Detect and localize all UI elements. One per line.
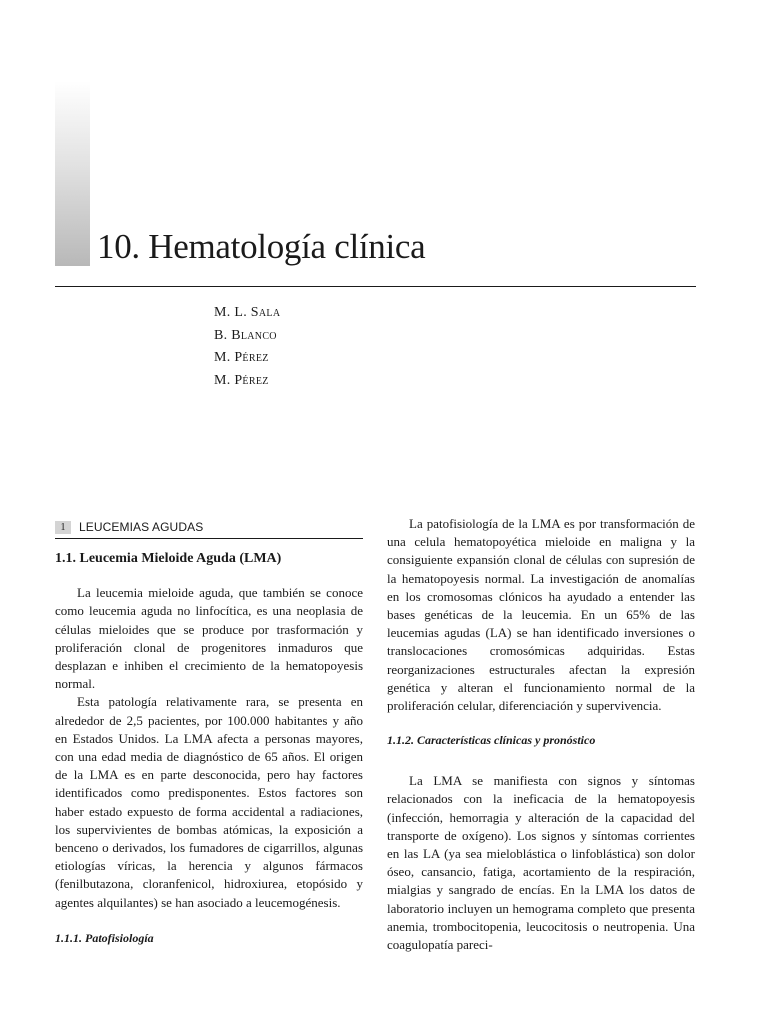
author: M. Pérez (214, 350, 269, 365)
author: M. Pérez (214, 372, 269, 388)
subsubsection-title: 1.1.2. Características clínicas y pronóstico (387, 733, 596, 748)
chapter-title: 10. Hematología clínica (97, 227, 426, 266)
section-heading (55, 518, 363, 539)
paragraph: Esta patología relativamente rara, se presenta en alrededor de 2,5 pacientes, por 100.000 habitantes y año en Estados Unidos. La LMA afecta a personas mayores, con una edad media de diagnóstico de 65 años. El origen de la LMA es en parte desconocida, pero hay factores identificados como predisponentes. Estos factores son haber estado expuesto de forma accidental a radiaciones, los supervivientes de bombas atómicas, la exposición a benceno o derivados, los fumadores de cigarrillos, algunas etiologías víricas, la herencia y algunos fármacos (fenilbutazona, cloranfenicol, hidroxiurea, etopósido y agentes alquilantes) se han asociado a leucemogénesis. (55, 694, 363, 910)
right-column (387, 515, 695, 954)
section-number: 1 (55, 521, 71, 534)
chapter-side-bar (55, 81, 90, 266)
author-list (214, 302, 280, 392)
subsection-title: 1.1. Leucemia Mieloide Aguda (LMA) (55, 551, 282, 567)
paragraph: La patofisiología de la LMA es por transformación de una celula hematopoyética mieloide en maligna y la consiguiente expansión clonal de células con supresión de la hematopoyesis normal. La investigación de anomalías en los cromosomas clónicos ha ayudado a entender las bases genéticas de la leucemia. En un 65% de las leucemias agudas (LA) se han identificado inversiones o translocaciones cromosómicas adquiridas. Estas reorganizaciones estructurales afectan la expresión genética y alteran el funcionamiento normal de la proliferación celular, diferenciación y supervivencia. (387, 516, 695, 714)
title-divider (55, 286, 696, 287)
subsubsection-title: 1.1.1. Patofisiología (55, 930, 154, 945)
paragraph: La leucemia mieloide aguda, que también se conoce como leucemia aguda no linfocítica, es una neoplasia de células mieloides que se produce por trasformación y proliferación clonal de progenitores inmaduros que desplazan e inhiben el crecimiento de la hematopoyesis normal. (55, 585, 363, 692)
left-column (55, 518, 363, 968)
author: B. Blanco (214, 327, 277, 343)
author: M. L. Sala (214, 305, 281, 320)
paragraph: La LMA se manifiesta con signos y síntomas relacionados con la ineficacia de la hematopoyesis (infección, hemorragia y alteración de la capacidad del transporte de oxígeno). Los signos y síntomas corrientes en las LA (ya sea mieloblástica o linfoblástica) son dolor óseo, cansancio, fatiga, acortamiento de la respiración, mialgias y sangrado de encías. En la LMA los datos de laboratorio incluyen un hemograma completo que presenta anemia, trombocitopenia, leucocitosis o neutropenia. Una coagulopatía pareci- (387, 773, 695, 953)
section-title: LEUCEMIAS AGUDAS (79, 520, 204, 534)
